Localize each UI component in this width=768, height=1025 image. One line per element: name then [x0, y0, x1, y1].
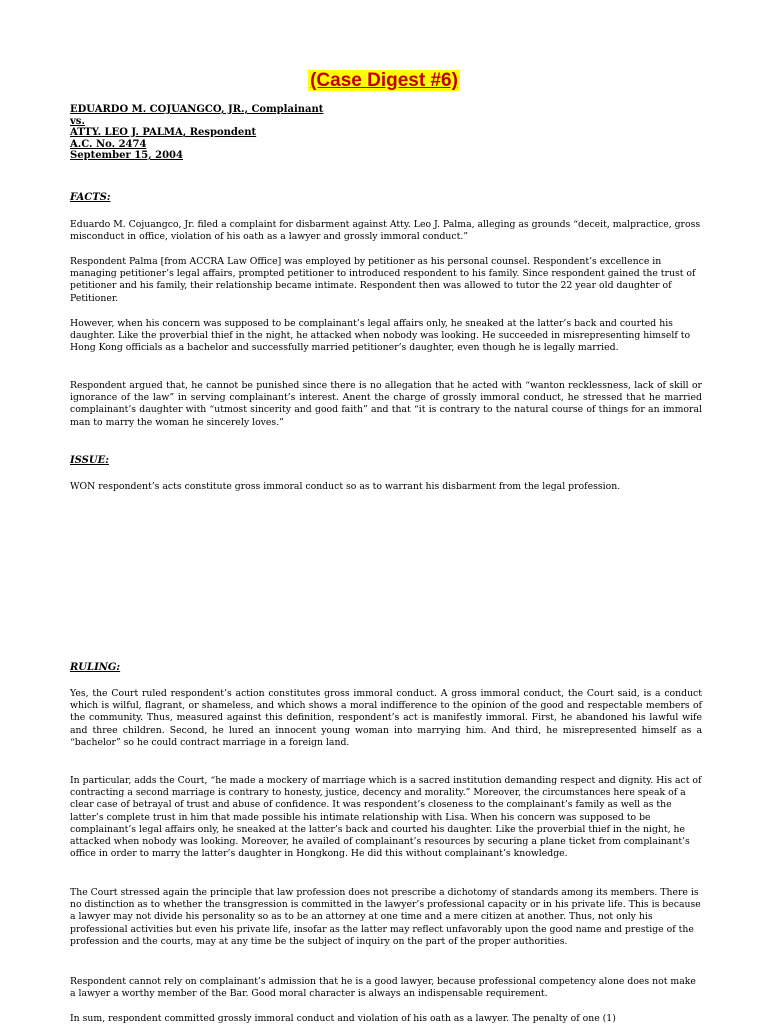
document-title [0, 69, 768, 93]
facts-paragraph-4: Respondent argued that, he cannot be punished since there is no allegation that he acted with “wanton recklessness, lack of skill or ignorance of the law” in serving complainant’s interest. Anent the charge of grossly immoral conduct, he stressed that he married complainant’s daughter with “utmost sincerity and good faith” and that “it is contrary to the natural course of things for an immoral man to marry the woman he sincerely loves.” [70, 380, 702, 428]
ruling-heading: RULING: [70, 662, 121, 673]
facts-paragraph-1: Eduardo M. Cojuangco, Jr. filed a complaint for disbarment against Atty. Leo J. Palma, alleging as grounds “deceit, malpractice, gross misconduct in office, violation of his oath as a lawyer and grossly immoral conduct.” [70, 219, 701, 243]
ruling-paragraph-4: Respondent cannot rely on complainant’s admission that he is a good lawyer, because professional competency alone does not make a lawyer a worthy member of the Bar. Good moral character is always an indispensable requirement. [70, 976, 696, 1000]
decision-date: September 15, 2004 [70, 150, 183, 161]
facts-paragraph-3: However, when his concern was supposed to be complainant’s legal affairs only, he sneaked at the latter’s back and courted his daughter. Like the proverbial thief in the night, he attacked when nobody was looking. He succeeded in misrepresenting himself to Hong Kong officials as a bachelor and successfully married petitioner’s daughter, even though he is legally married. [70, 318, 691, 354]
case-caption [70, 104, 370, 162]
case-number: A.C. No. 2474 [70, 138, 147, 150]
ruling-paragraph-5: In sum, respondent committed grossly immoral conduct and violation of his oath as a lawyer. The penalty of one (1) [70, 1013, 616, 1024]
versus-line: vs. [70, 115, 85, 127]
facts-paragraph-2: Respondent Palma [from ACCRA Law Office] was employed by petitioner as his personal counsel. Respondent’s excellence in managing petitioner’s legal affairs, prompted petitioner to introduced respondent to his family. Since respondent gained the trust of petitioner and his family, their relationship became intimate. Respondent then was allowed to tutor the 22 year old daughter of Petitioner. [70, 256, 696, 304]
ruling-paragraph-1: Yes, the Court ruled respondent’s action constitutes gross immoral conduct. A gross immoral conduct, the Court said, is a conduct which is wilful, flagrant, or shameless, and which shows a moral indifference to the opinion of the good and respectable members of the community. Thus, measured against this definition, respondent’s act is manifestly immoral. First, he abandoned his lawful wife and three children. Second, he lured an innocent young woman into marrying him. And third, he misrepresented himself as a “bachelor” so he could contract marriage in a foreign land. [70, 688, 702, 748]
complainant-line: EDUARDO M. COJUANGCO, JR., Complainant [70, 104, 324, 115]
issue-paragraph: WON respondent’s acts constitute gross immoral conduct so as to warrant his disbarment from the legal profession. [70, 481, 621, 492]
issue-heading: ISSUE: [70, 455, 109, 466]
ruling-paragraph-2: In particular, adds the Court, “he made a mockery of marriage which is a sacred institution demanding respect and dignity. His act of contracting a second marriage is contrary to honesty, justice, decency and morality.” Moreover, the circumstances here speak of a clear case of betrayal of trust and abuse of confidence. It was respondent’s closeness to the complainant’s family as well as the latter’s complete trust in him that made possible his intimate relationship with Lisa. When his concern was supposed to be complainant’s legal affairs only, he sneaked at the latter’s back and courted his daughter. Like the proverbial thief in the night, he attacked when nobody was looking. Moreover, he availed of complainant’s resources by securing a plane ticket from complainant’s office in order to marry the latter’s daughter in Hongkong. He did this without complainant’s knowledge. [70, 775, 702, 860]
respondent-line: ATTY. LEO J. PALMA, Respondent [70, 127, 257, 138]
facts-heading: FACTS: [70, 192, 111, 203]
ruling-paragraph-3: The Court stressed again the principle that law profession does not prescribe a dichotomy of standards among its members. There is no distinction as to whether the transgression is committed in the lawyer’s professional capacity or in his private life. This is because a lawyer may not divide his personality so as to be an attorney at one time and a mere citizen at another. Thus, not only his professional activities but even his private life, insofar as the latter may reflect unfavorably upon the good name and prestige of the profession and the courts, may at any time be the subject of inquiry on the part of the proper authorities. [70, 887, 701, 947]
title-text: (Case Digest #6) [310, 70, 458, 91]
